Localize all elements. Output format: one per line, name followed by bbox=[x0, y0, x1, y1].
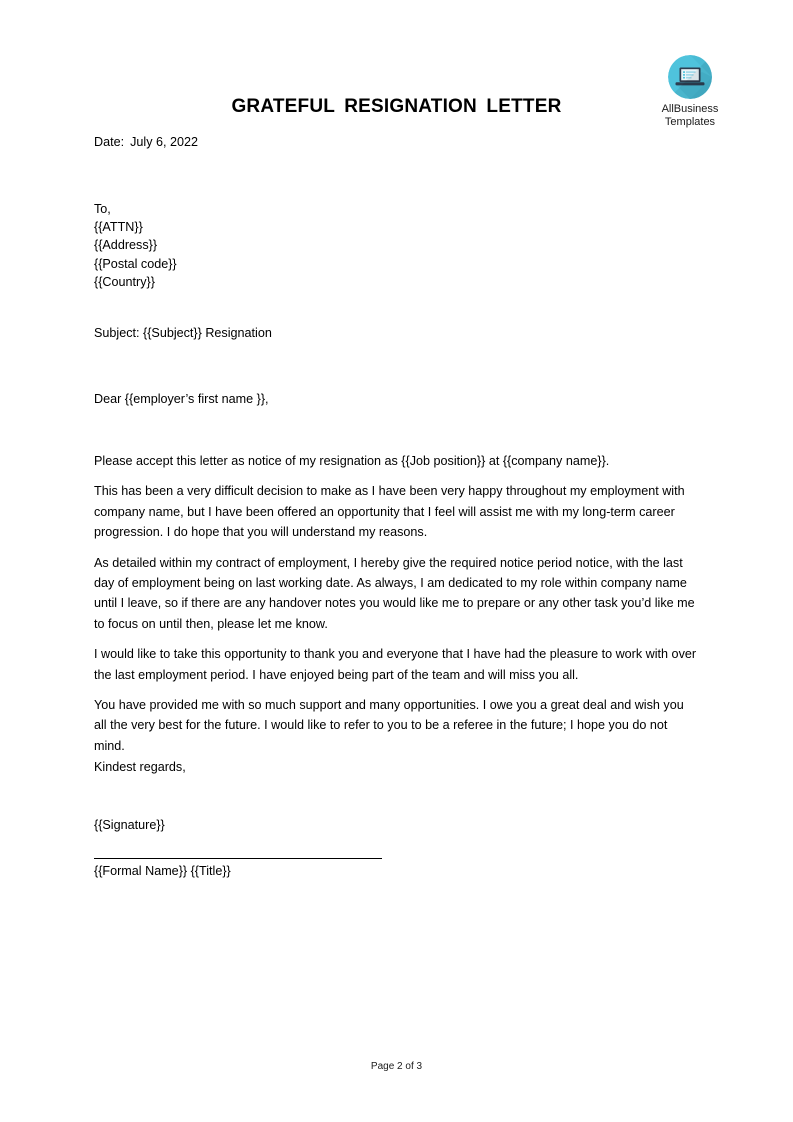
body-paragraph: Please accept this letter as notice of my resignation as {{Job position}} at {{company name}}. bbox=[94, 454, 610, 468]
recipient-line: {{ATTN}} bbox=[94, 220, 143, 235]
recipient-line: To, bbox=[94, 202, 111, 216]
recipient-line: {{Postal code}} bbox=[94, 256, 177, 271]
letter-body bbox=[94, 451, 698, 766]
subject-line: Subject: {{Subject}} Resignation bbox=[94, 326, 272, 340]
date-label: Date: bbox=[94, 135, 125, 149]
date-value: July 6, 2022 bbox=[130, 135, 199, 149]
closing-line: Kindest regards, bbox=[94, 760, 186, 774]
recipient-line: {{Address}} bbox=[94, 238, 158, 253]
recipient-line: {{Country}} bbox=[94, 274, 155, 289]
formal-name-line: {{Formal Name}} {{Title}} bbox=[94, 864, 231, 878]
date-line bbox=[94, 134, 698, 151]
logo-circle bbox=[668, 55, 712, 99]
body-paragraph: You have provided me with so much support and many opportunities. I owe you a great deal and wish you all the very best for the future. I would like to refer to you to be a referee in the future; I hope you do not mind. bbox=[94, 698, 684, 753]
recipient-block bbox=[94, 200, 698, 291]
document-title: GRATEFUL RESIGNATION LETTER bbox=[231, 96, 562, 117]
signature-line-rule bbox=[94, 858, 382, 859]
body-paragraph: I would like to take this opportunity to thank you and everyone that I have had the pleasure to work with over the last employment period. I have enjoyed being part of the team and will miss you all. bbox=[94, 647, 697, 682]
salutation-line: Dear {{employer’s first name }}, bbox=[94, 392, 269, 406]
body-paragraph: This has been a very difficult decision to make as I have been very happy throughout my employment with company name, but I have been offered an opportunity that I feel will assist me with my long-term career progression. I do hope that you will understand my reasons. bbox=[94, 484, 685, 540]
signature-placeholder: {{Signature}} bbox=[94, 818, 165, 832]
body-paragraph: As detailed within my contract of employment, I hereby give the required notice period notice, with the last day of employment being on last working date. As always, I am dedicated to my role within company name until I leave, so if there are any handover notes you would like me to prepare or any other task you’d like me to focus on until then, please let me know. bbox=[94, 555, 695, 631]
logo-wordmark-line2: Templates bbox=[664, 116, 716, 128]
logo-wordmark-line1: AllBusiness bbox=[661, 103, 719, 115]
page-footer: Page 2 of 3 bbox=[370, 1061, 423, 1072]
